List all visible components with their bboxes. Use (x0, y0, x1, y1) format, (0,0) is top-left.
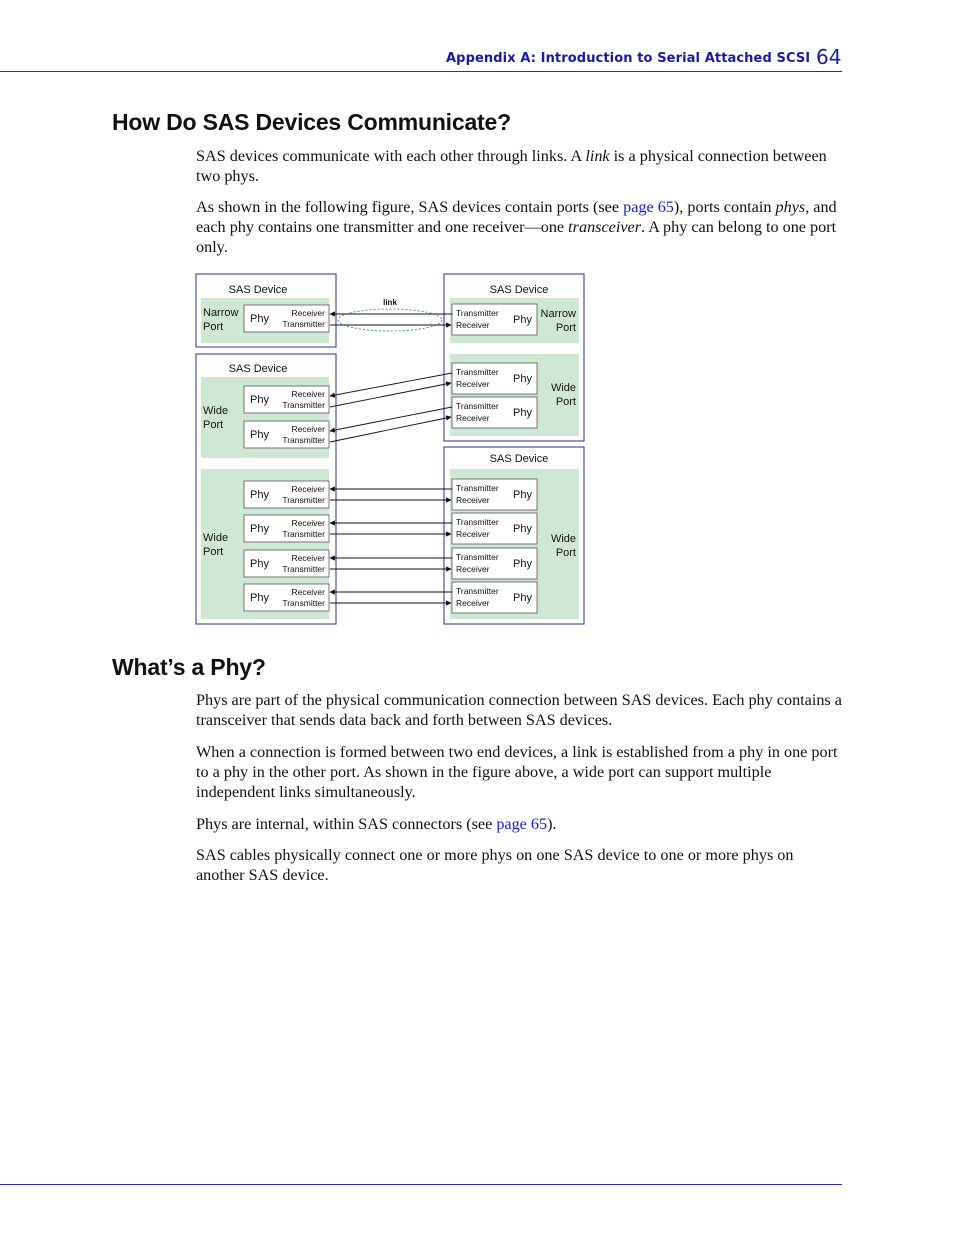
transmitter-label: Transmitter (456, 483, 499, 493)
phy-label: Phy (513, 558, 532, 570)
wide-link-line (330, 373, 452, 396)
header-page-number: 64 (816, 45, 842, 69)
phy-label: Phy (250, 489, 269, 501)
text-run: , and each phy contains one transmitter and one receiver—one (196, 198, 837, 236)
wide-port-label-left-2-1: Port (203, 546, 224, 558)
paragraph-link-definition (196, 146, 846, 186)
wide-link-line (330, 407, 452, 431)
transmitter-label: Transmitter (282, 598, 325, 608)
transmitter-label: Transmitter (282, 529, 325, 539)
receiver-label: Receiver (291, 553, 325, 563)
receiver-label: Receiver (291, 424, 325, 434)
link-label: link (383, 298, 397, 307)
footer-rule (0, 1184, 842, 1185)
receiver-label: Receiver (291, 308, 325, 318)
sas-diagram (190, 268, 590, 630)
narrow-port-label-left-0: Narrow (203, 307, 239, 319)
receiver-label: Receiver (291, 587, 325, 597)
transmitter-label: Transmitter (282, 495, 325, 505)
page-65-link[interactable]: page 65 (623, 198, 674, 216)
receiver-label: Receiver (456, 564, 490, 574)
receiver-label: Receiver (456, 379, 490, 389)
phy-label: Phy (513, 489, 532, 501)
receiver-label: Receiver (456, 320, 490, 330)
receiver-label: Receiver (456, 598, 490, 608)
text-run: is a physical connection between two phys. (196, 147, 827, 185)
transmitter-label: Transmitter (456, 308, 499, 318)
sas-communication-figure (190, 268, 590, 630)
sas-device-label: SAS Device (228, 363, 288, 375)
transmitter-label: Transmitter (282, 400, 325, 410)
phy-label: Phy (513, 314, 532, 326)
paragraph-phys-definition: Phys are part of the physical communication connection between SAS devices. Each phy contains a transceiver that sends data back and forth between SAS devices. (196, 691, 842, 729)
sas-device-label: SAS Device (228, 284, 288, 296)
phy-label: Phy (250, 523, 269, 535)
text-run: . A phy can belong to one port only. (196, 218, 837, 256)
wide-port-label-left-1-1: Port (203, 419, 224, 431)
phy-label: Phy (513, 407, 532, 419)
header-chapter-title: Appendix A: Introduction to Serial Attached SCSI (446, 51, 811, 66)
paragraph-link-established: When a connection is formed between two end devices, a link is established from a phy in one port to a phy in the other port. As shown in the figure above, a wide port can support multiple independent links simultaneously. (196, 743, 838, 801)
receiver-label: Receiver (291, 518, 325, 528)
transmitter-label: Transmitter (456, 552, 499, 562)
phy-label: Phy (250, 592, 269, 604)
transmitter-label: Transmitter (282, 319, 325, 329)
page-65-link[interactable]: page 65 (496, 815, 548, 833)
text-run: ). (547, 815, 557, 833)
term-phys: phys (775, 198, 806, 216)
narrow-port-label-right-1: Port (555, 322, 576, 334)
wide-link-line (330, 383, 451, 407)
transmitter-label: Transmitter (456, 367, 499, 377)
receiver-label: Receiver (456, 495, 490, 505)
paragraph-sas-cables: SAS cables physically connect one or more phys on one SAS device to one or more phys on another SAS device. (196, 846, 794, 884)
term-link: link (585, 147, 610, 165)
phy-label: Phy (250, 313, 269, 325)
header-rule (0, 71, 842, 72)
phy-label: Phy (513, 592, 532, 604)
transmitter-label: Transmitter (456, 517, 499, 527)
text-run: SAS devices communicate with each other through links. A (196, 147, 586, 165)
text-run: As shown in the following figure, SAS devices contain ports (see (196, 198, 624, 216)
transmitter-label: Transmitter (282, 564, 325, 574)
wide-link-line (330, 417, 451, 442)
narrow-port-label-right-0: Narrow (540, 308, 576, 320)
wide-port-label-right-2-0: Wide (550, 533, 576, 545)
text-run: Phys are internal, within SAS connectors (see (196, 815, 497, 833)
transmitter-label: Transmitter (456, 586, 499, 596)
wide-port-label-left-2-0: Wide (203, 532, 229, 544)
term-transceiver: transceiver (568, 218, 641, 236)
phy-label: Phy (250, 429, 269, 441)
sas-device-label: SAS Device (489, 284, 549, 296)
receiver-label: Receiver (291, 389, 325, 399)
section-heading-whats-a-phy: What’s a Phy? (112, 654, 266, 680)
receiver-label: Receiver (291, 484, 325, 494)
wide-port-label-right-2-1: Port (555, 547, 576, 559)
narrow-port-label-left-1: Port (203, 321, 224, 333)
wide-port-label-right-1-1: Port (555, 396, 576, 408)
phy-label: Phy (250, 558, 269, 570)
transmitter-label: Transmitter (456, 401, 499, 411)
sas-device-label: SAS Device (489, 453, 549, 465)
wide-port-label-left-1-0: Wide (203, 405, 229, 417)
paragraph-ports-phys (196, 197, 846, 257)
link-ellipse (338, 309, 442, 331)
receiver-label: Receiver (456, 529, 490, 539)
paragraph-phys-internal (196, 814, 846, 834)
phy-label: Phy (250, 394, 269, 406)
receiver-label: Receiver (456, 413, 490, 423)
phy-label: Phy (513, 523, 532, 535)
section-heading-communicate: How Do SAS Devices Communicate? (112, 109, 511, 135)
wide-port-label-right-1-0: Wide (550, 382, 576, 394)
transmitter-label: Transmitter (282, 435, 325, 445)
text-run: ), ports contain (673, 198, 776, 216)
phy-label: Phy (513, 373, 532, 385)
